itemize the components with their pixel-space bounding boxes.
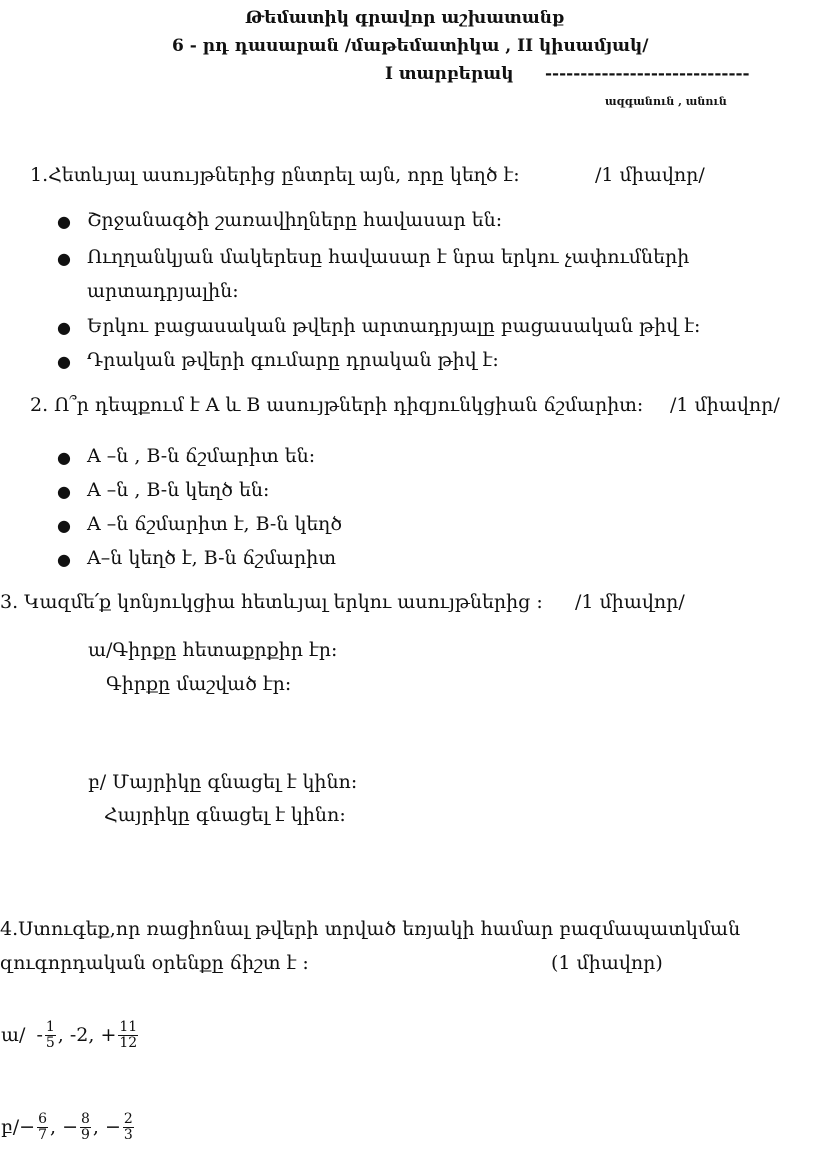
variant-label: I տարբերակ bbox=[385, 64, 514, 84]
bullet-icon: ● bbox=[57, 249, 71, 268]
q1-option-1: Շրջանագծի շառավիղները հավասար են: bbox=[87, 209, 503, 231]
q2-option-3: A –ն ճշմարիտ է, B-ն կեղծ bbox=[87, 513, 343, 535]
q2-question: 2. Ո՞ր դեպքում է A և B ասույթների դիզյունկցիան ճշմարիտ: bbox=[30, 394, 644, 416]
q4-b-fraction-2 bbox=[80, 1112, 91, 1142]
q4-a-fraction-2 bbox=[118, 1020, 138, 1050]
q4-a-middle: , -2, + bbox=[57, 1024, 117, 1047]
q4-b-separator-1: , − bbox=[49, 1116, 78, 1139]
q4-a-fraction-1 bbox=[45, 1020, 56, 1050]
q4-b-expression bbox=[0, 1112, 135, 1142]
q4-a-f1-denominator: 5 bbox=[45, 1034, 55, 1051]
q1-option-2-cont: արտադրյալին: bbox=[87, 280, 239, 302]
q4-b-f3-denominator: 3 bbox=[123, 1126, 133, 1143]
q3-a-line-1: ա/Գիրքը հետաքրքիր էր: bbox=[88, 639, 338, 661]
q4-a-f2-numerator: 11 bbox=[119, 1019, 138, 1035]
q4-a-f1-numerator: 1 bbox=[45, 1019, 55, 1035]
bullet-icon: ● bbox=[57, 352, 71, 371]
q2-option-1: A –ն , B-ն ճշմարիտ են: bbox=[87, 445, 316, 467]
q3-a-line-2: Գիրքը մաշված էր: bbox=[106, 673, 292, 695]
q4-b-label: բ/− bbox=[1, 1116, 36, 1139]
q4-b-f2-denominator: 9 bbox=[80, 1126, 90, 1143]
name-hint: ազգանուն , անուն bbox=[605, 95, 727, 108]
q3-b-line-2: Հայրիկը գնացել է կինո: bbox=[104, 804, 346, 826]
bullet-icon: ● bbox=[57, 550, 71, 569]
q2-points: /1 միավոր/ bbox=[670, 394, 780, 416]
q4-a-label: ա/ bbox=[1, 1024, 26, 1047]
q4-question-line-2: զուգորդական օրենքը ճիշտ է : bbox=[0, 952, 309, 974]
q1-option-3: Երկու բացասական թվերի արտադրյալը բացասական թիվ է: bbox=[87, 315, 701, 337]
q4-b-f2-numerator: 8 bbox=[80, 1111, 90, 1127]
q4-question-line-1-text: 4.Ստուգեք,որ ռացիոնալ թվերի տրված եռյակի համար բազմապատկման bbox=[0, 918, 741, 940]
q3-question: 3. Կազմե՛ք կոնյուկցիա հետևյալ երկու ասույթներից : bbox=[0, 591, 543, 613]
worksheet-title: Թեմատիկ գրավոր աշխատանք bbox=[245, 8, 565, 28]
q4-b-fraction-1 bbox=[37, 1112, 48, 1142]
q4-b-separator-2: , − bbox=[92, 1116, 121, 1139]
q1-points: /1 միավոր/ bbox=[595, 164, 705, 186]
q3-points: /1 միավոր/ bbox=[575, 591, 685, 613]
name-blank-line: ----------------------------- bbox=[545, 64, 750, 84]
q4-a-expression bbox=[0, 1020, 139, 1050]
q2-option-4: A–ն կեղծ է, B-ն ճշմարիտ bbox=[87, 547, 337, 569]
q4-a-minus: - bbox=[36, 1024, 43, 1047]
bullet-icon: ● bbox=[57, 448, 71, 467]
bullet-icon: ● bbox=[57, 212, 71, 231]
q1-option-4: Դրական թվերի գումարը դրական թիվ է: bbox=[87, 349, 499, 371]
q4-b-fraction-3 bbox=[123, 1112, 134, 1142]
q2-option-2: A –ն , B-ն կեղծ են: bbox=[87, 479, 270, 501]
q4-b-f1-numerator: 6 bbox=[38, 1111, 47, 1127]
bullet-icon: ● bbox=[57, 516, 71, 535]
q4-points: (1 միավոր) bbox=[551, 952, 663, 974]
q4-b-f3-numerator: 2 bbox=[123, 1111, 133, 1127]
q1-option-2: Ուղղանկյան մակերեսը հավասար է նրա երկու չափումների bbox=[87, 246, 690, 268]
q4-b-f1-denominator: 7 bbox=[38, 1126, 47, 1143]
q3-b-line-1: բ/ Մայրիկը գնացել է կինո: bbox=[88, 771, 358, 793]
q4-a-f2-denominator: 12 bbox=[119, 1034, 138, 1051]
worksheet-subtitle: 6 - րդ դասարան /մաթեմատիկա , II կիսամյակ/ bbox=[172, 36, 649, 56]
q1-question: 1.Հետևյալ ասույթներից ընտրել այն, որը կեղծ է: bbox=[30, 164, 520, 186]
bullet-icon: ● bbox=[57, 482, 71, 501]
q4-question-line-1 bbox=[0, 918, 812, 940]
bullet-icon: ● bbox=[57, 318, 71, 337]
